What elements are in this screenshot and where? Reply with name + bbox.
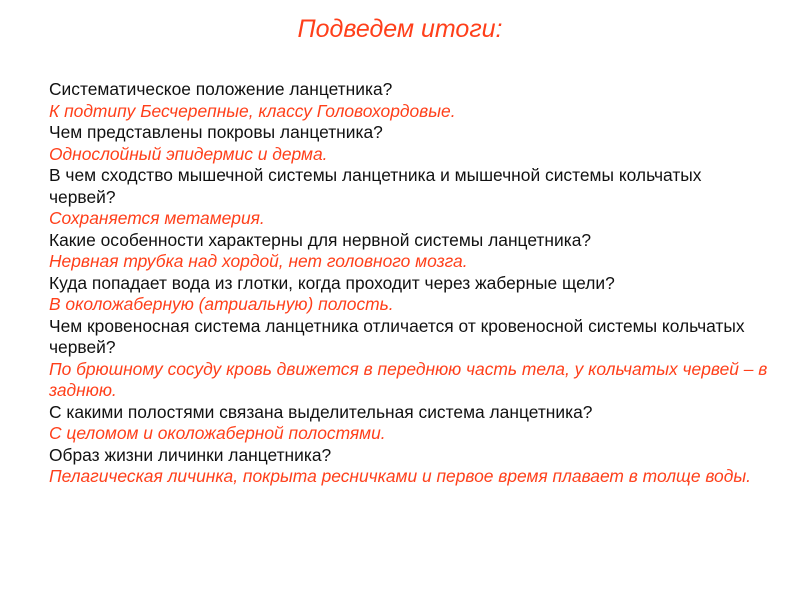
question-2: Чем представлены покровы ланцетника? (49, 122, 383, 142)
answer-2: Однослойный эпидермис и дерма. (49, 143, 328, 164)
answer-1: К подтипу Бесчерепные, классу Головохордовые. (49, 100, 456, 121)
answer-4: Нервная трубка над хордой, нет головного мозга. (49, 251, 468, 271)
question-4: Какие особенности характерны для нервной системы ланцетника? (49, 229, 592, 250)
question-8: Образ жизни личинки ланцетника? (49, 444, 332, 465)
question-5: Куда попадает вода из глотки, когда проходит через жаберные щели? (49, 272, 615, 293)
answer-5: В околожаберную (атриальную) полость. (49, 294, 394, 314)
question-7: С какими полостями связана выделительная система ланцетника? (49, 401, 593, 422)
answer-3: Сохраняется метамерия. (49, 208, 265, 228)
answer-6: По брюшному сосуду кровь движется в переднюю часть тела, у кольчатых червей – в заднюю. (49, 358, 768, 400)
slide-title: Подведем итоги: (297, 15, 503, 43)
question-1: Систематическое положение ланцетника? (49, 79, 393, 99)
answer-8: Пелагическая личинка, покрыта ресничками и первое время плавает в толще воды. (49, 466, 751, 486)
qa-list (49, 79, 769, 488)
answer-7: С целомом и околожаберной полостями. (49, 423, 386, 443)
question-6: Чем кровеносная система ланцетника отличается от кровеносной системы кольчатых червей? (49, 315, 745, 357)
question-3: В чем сходство мышечной системы ланцетника и мышечной системы кольчатых червей? (49, 165, 702, 207)
